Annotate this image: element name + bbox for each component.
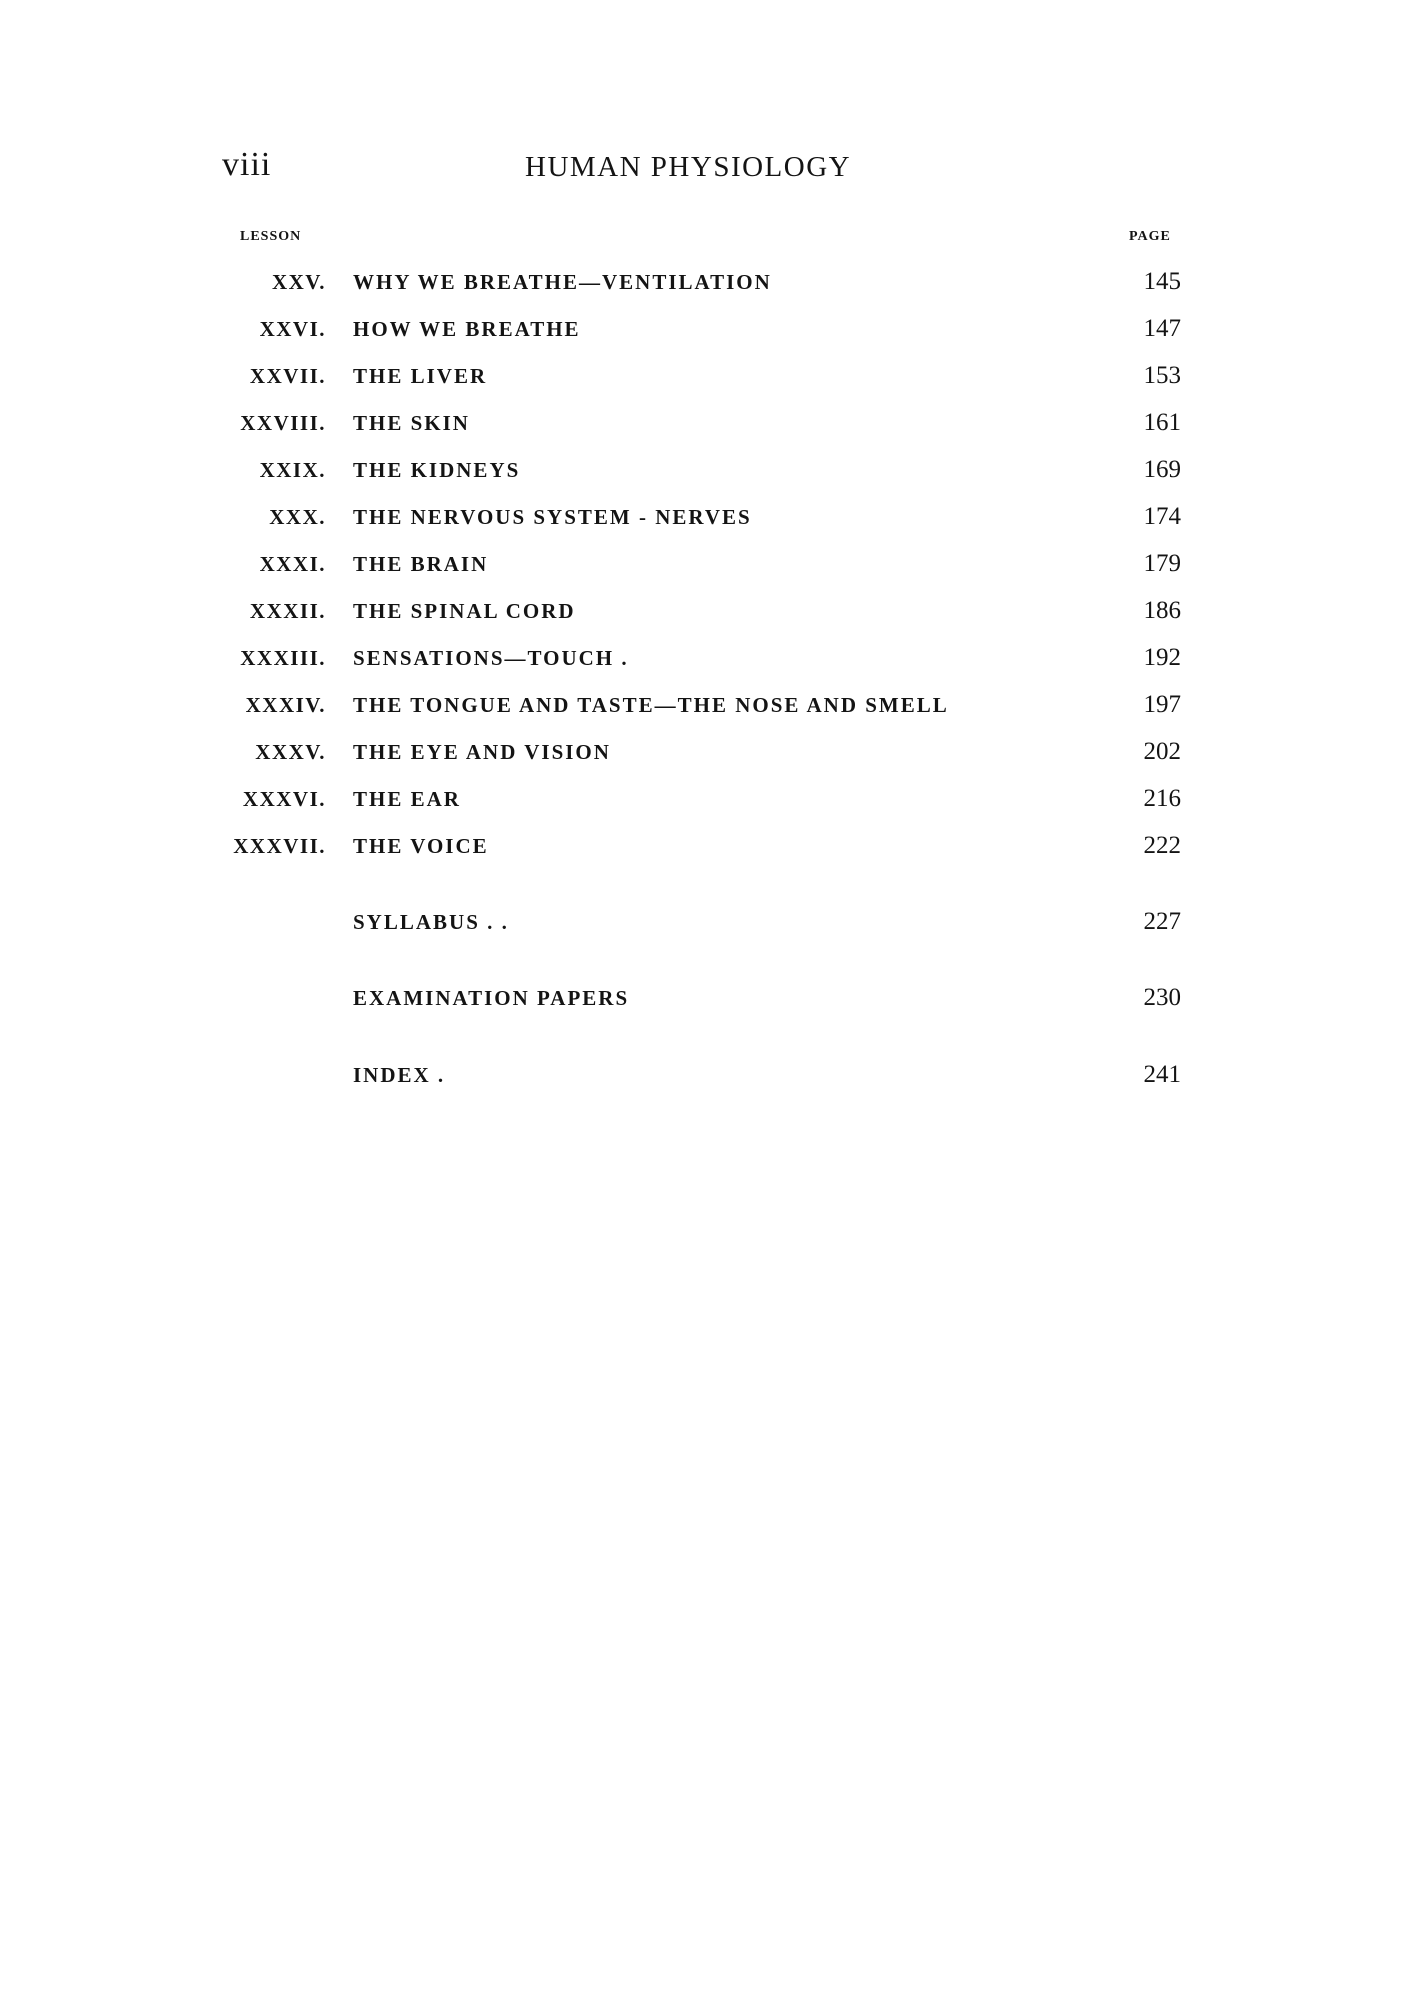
lesson-title: THE BRAIN [353, 552, 489, 576]
lesson-title: THE EYE AND VISION [353, 740, 611, 764]
lesson-title: SENSATIONS—TOUCH . [353, 646, 629, 670]
page-ref: 186 [1143, 597, 1181, 624]
lesson-number: XXXIII. [240, 646, 326, 670]
toc-entry [0, 734, 1404, 774]
lesson-title: THE SKIN [353, 411, 470, 435]
toc-entry [0, 405, 1404, 445]
lesson-title: HOW WE BREATHE [353, 317, 581, 341]
lesson-number: XXXIV. [245, 693, 326, 717]
page-ref: 153 [1143, 362, 1181, 389]
toc-entry [0, 980, 1404, 1020]
page-ref: 161 [1143, 409, 1181, 436]
lesson-title: THE EAR [353, 787, 461, 811]
page-ref: 222 [1143, 832, 1181, 859]
toc-entry [0, 593, 1404, 633]
lesson-number: XXXVII. [233, 834, 326, 858]
toc-entry [0, 546, 1404, 586]
page-ref: 197 [1143, 691, 1181, 718]
page-ref: 202 [1143, 738, 1181, 765]
lesson-title: THE KIDNEYS [353, 458, 521, 482]
lesson-number: XXXI. [259, 552, 326, 576]
page-ref: 192 [1143, 644, 1181, 671]
lesson-title: WHY WE BREATHE—VENTILATION [353, 270, 772, 294]
page-ref: 179 [1143, 550, 1181, 577]
page-ref: 174 [1143, 503, 1181, 530]
page-ref: 145 [1143, 268, 1181, 295]
toc-entry [0, 311, 1404, 351]
lesson-title: THE SPINAL CORD [353, 599, 576, 623]
page-ref: 241 [1143, 1061, 1181, 1088]
page-ref: 216 [1143, 785, 1181, 812]
toc-entry [0, 1057, 1404, 1097]
lesson-title: THE NERVOUS SYSTEM - NERVES [353, 505, 752, 529]
lesson-column-header: LESSON [240, 229, 302, 244]
toc-entry [0, 781, 1404, 821]
page-column-header: PAGE [1129, 229, 1171, 244]
running-title: HUMAN PHYSIOLOGY [525, 151, 852, 183]
lesson-number: XXVIII. [240, 411, 326, 435]
lesson-number: XXVI. [259, 317, 326, 341]
lesson-number: XXXVI. [242, 787, 326, 811]
lesson-title: THE TONGUE AND TASTE—THE NOSE AND SMELL [353, 693, 949, 717]
page-number: viii [222, 146, 272, 183]
lesson-number: XXVII. [249, 364, 326, 388]
page-ref: 169 [1143, 456, 1181, 483]
lesson-title: THE VOICE [353, 834, 489, 858]
toc-entry [0, 640, 1404, 680]
toc-entry [0, 499, 1404, 539]
toc-entry [0, 687, 1404, 727]
toc-entry [0, 904, 1404, 944]
page-ref: 227 [1143, 908, 1181, 935]
lesson-title: EXAMINATION PAPERS [353, 986, 630, 1010]
lesson-number: XXIX. [259, 458, 326, 482]
page-ref: 230 [1143, 984, 1181, 1011]
toc-entry [0, 358, 1404, 398]
page-ref: 147 [1143, 315, 1181, 342]
lesson-title: SYLLABUS . . [353, 910, 509, 934]
toc-entry [0, 452, 1404, 492]
lesson-title: THE LIVER [353, 364, 488, 388]
toc-entry [0, 828, 1404, 868]
lesson-number: XXX. [269, 505, 326, 529]
lesson-number: XXXV. [255, 740, 326, 764]
lesson-number: XXXII. [249, 599, 326, 623]
lesson-title: INDEX . [353, 1063, 446, 1087]
lesson-number: XXV. [271, 270, 326, 294]
toc-entry [0, 264, 1404, 304]
